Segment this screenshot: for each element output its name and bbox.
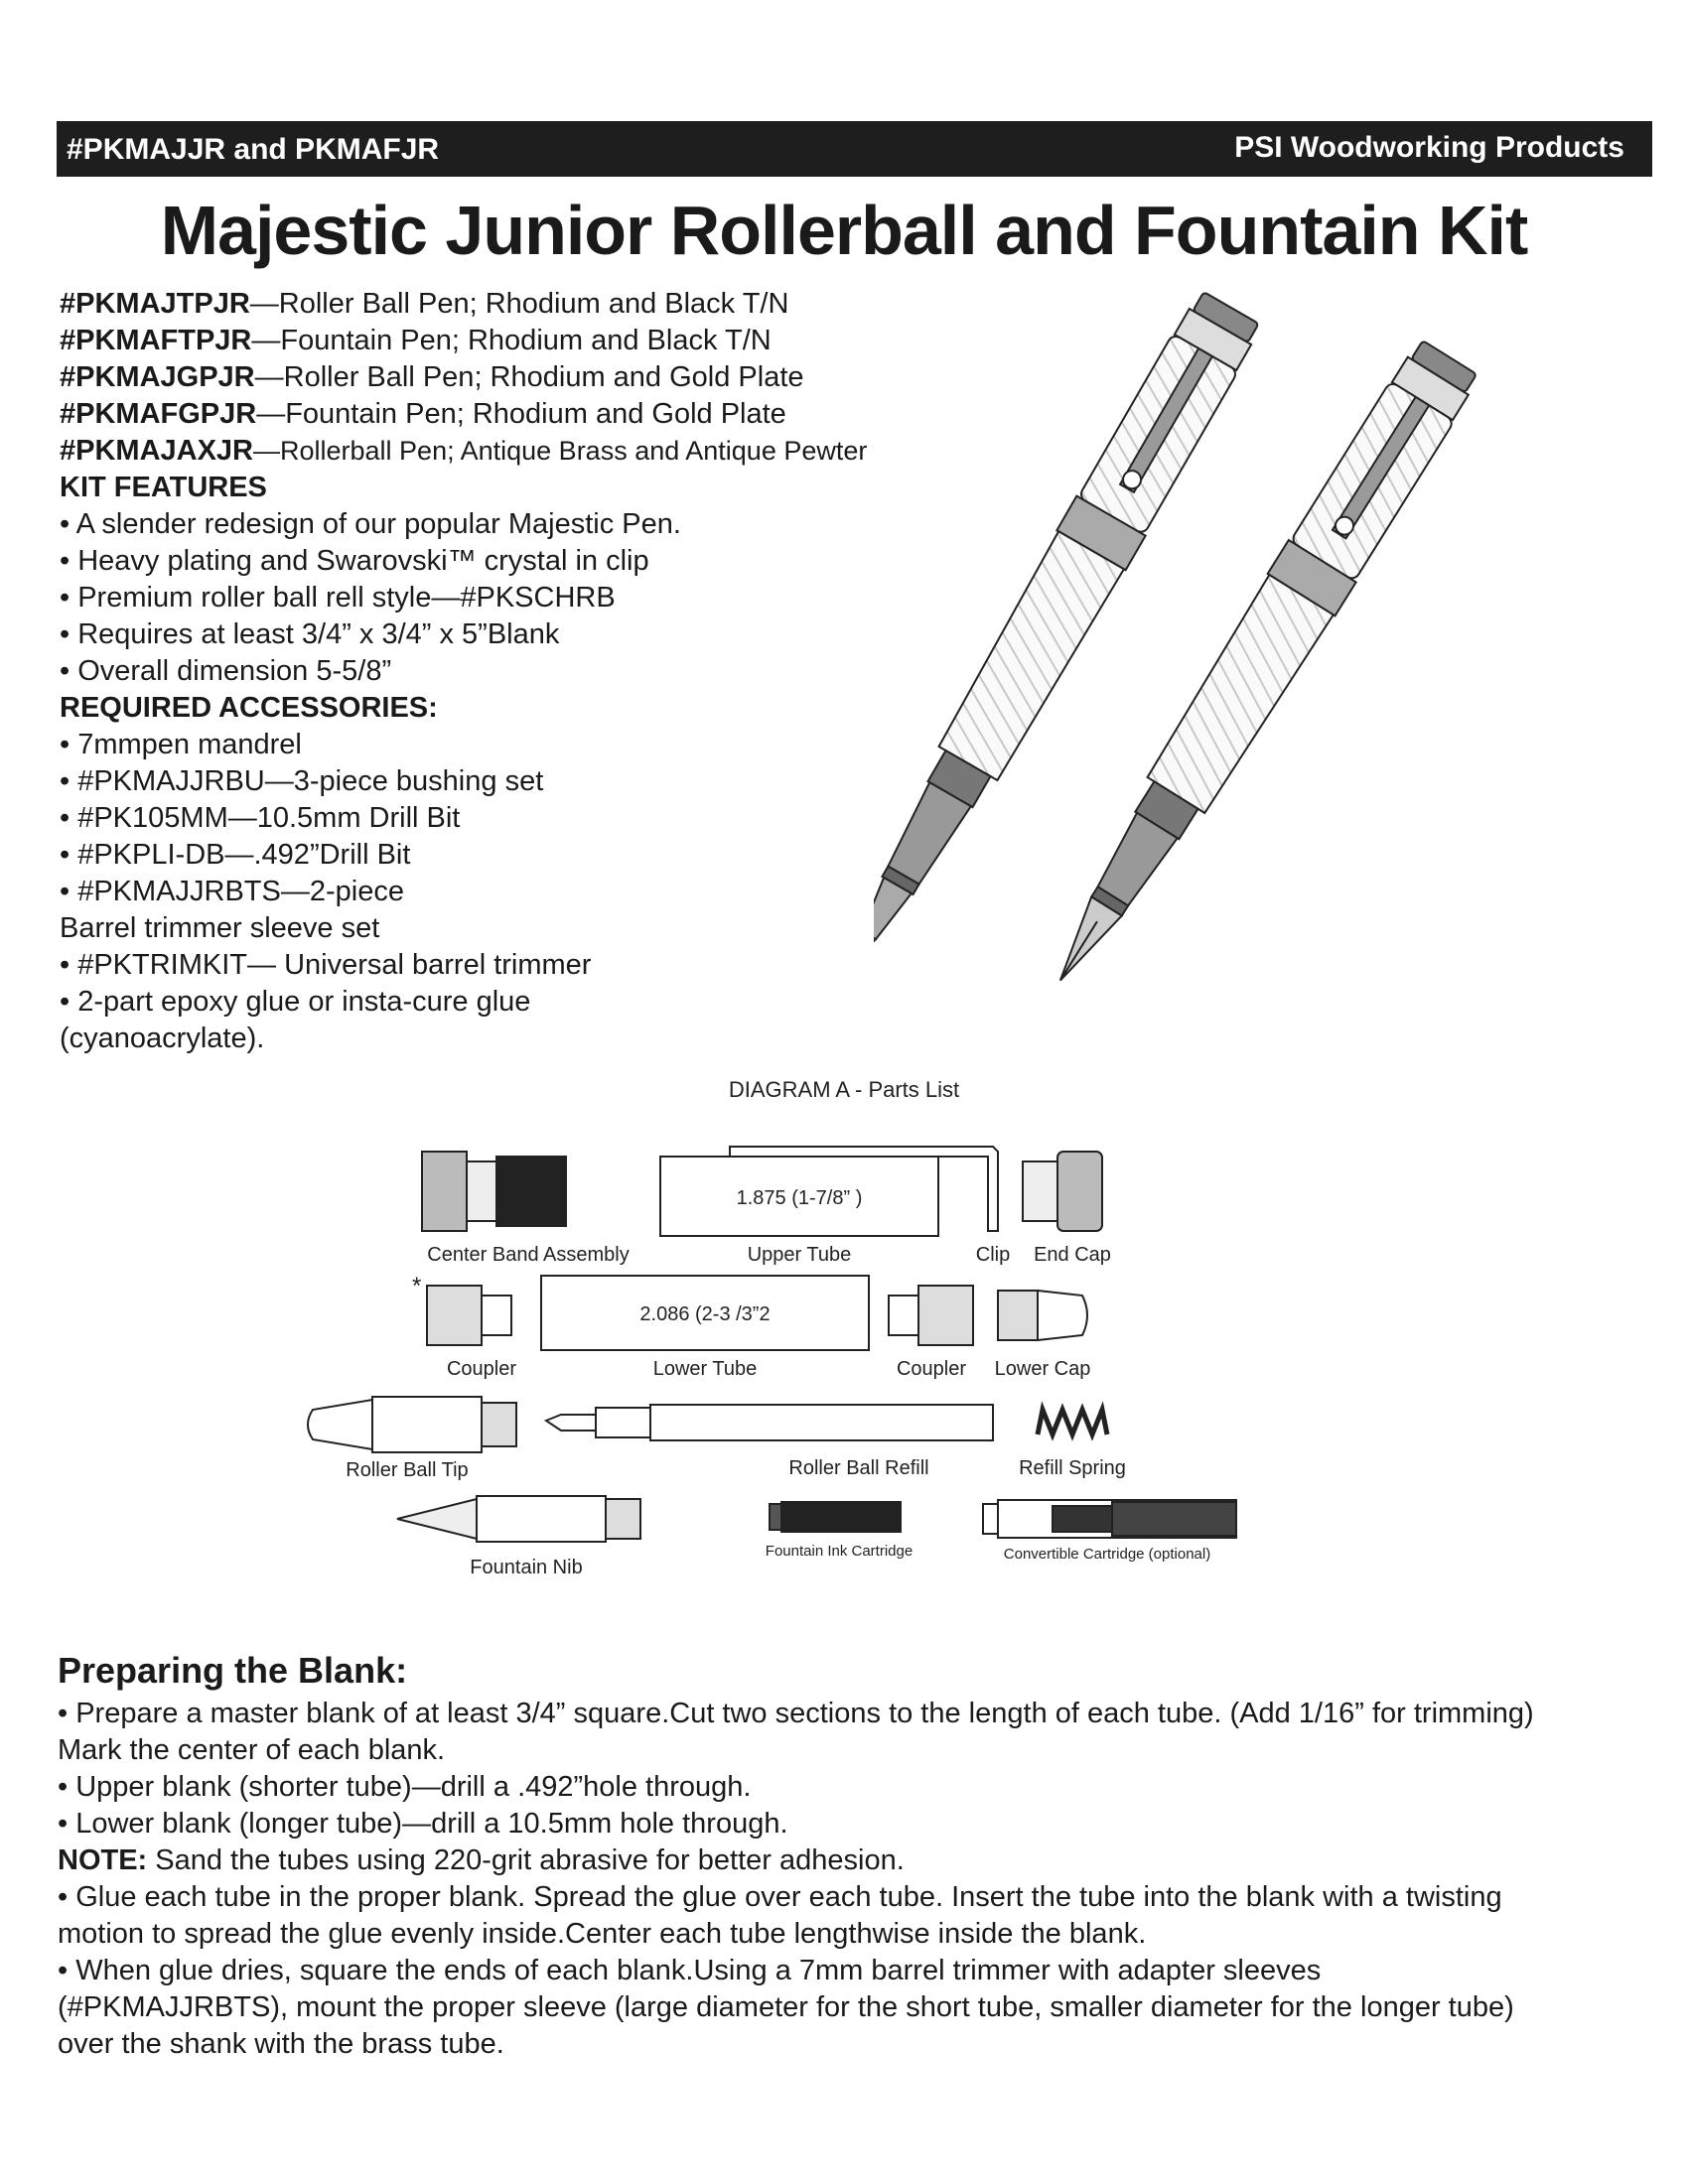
lower-tube-dimension: 2.086 (2-3 /3”2 (639, 1303, 771, 1325)
center-band-assembly-part (422, 1152, 566, 1231)
parts-diagram (298, 1077, 1390, 1593)
accessory-item: (cyanoacrylate). (60, 1023, 265, 1054)
label-fountain-nib: Fountain Nib (470, 1557, 583, 1578)
prep-line: • When glue dries, square the ends of each blank.Using a 7mm barrel trimmer with adapter sleeves (58, 1955, 1322, 1986)
ink-cartridge-part (770, 1502, 901, 1532)
prep-line: • Glue each tube in the proper blank. Spread the glue over each tube. Insert the tube into the blank with a twisting (58, 1881, 1502, 1913)
accessory-item: • 2-part epoxy glue or insta-cure glue (60, 986, 531, 1018)
sku-line: #PKMAJGPJR—Roller Ball Pen; Rhodium and Gold Plate (60, 361, 804, 393)
roller-ball-refill-part (546, 1405, 993, 1440)
prep-line: Mark the center of each blank. (58, 1734, 446, 1766)
fountain-nib-part (397, 1496, 640, 1542)
end-cap-part (1023, 1152, 1102, 1231)
accessory-item: • #PKMAJJRBTS—2-piece (60, 876, 404, 907)
label-lower-cap: Lower Cap (994, 1358, 1091, 1380)
label-lower-tube: Lower Tube (652, 1358, 758, 1380)
header-brand: PSI Woodworking Products (1234, 131, 1624, 164)
accessories-heading: REQUIRED ACCESSORIES: (60, 692, 438, 724)
upper-tube-dimension: 1.875 (1-7/8” ) (736, 1187, 863, 1209)
prep-heading: Preparing the Blank: (58, 1650, 408, 1691)
label-roller-tip: Roller Ball Tip (346, 1459, 469, 1481)
fountain-pen (1027, 337, 1483, 1002)
feature-item: • A slender redesign of our popular Majestic Pen. (60, 508, 681, 540)
feature-item: • Heavy plating and Swarovski™ crystal in clip (60, 545, 649, 577)
accessory-item: Barrel trimmer sleeve set (60, 912, 380, 944)
label-roller-refill: Roller Ball Refill (788, 1457, 929, 1479)
accessory-item: • #PKMAJJRBU—3-piece bushing set (60, 765, 544, 797)
header-sku: #PKMAJJR and PKMAFJR (67, 133, 440, 166)
page-title: Majestic Junior Rollerball and Fountain Kit (160, 192, 1528, 269)
convertible-cartridge-part (983, 1500, 1236, 1538)
prep-line: (#PKMAJJRBTS), mount the proper sleeve (large diameter for the short tube, smaller diameter for the longer tube) (58, 1991, 1514, 2023)
prep-line: • Lower blank (longer tube)—drill a 10.5mm hole through. (58, 1808, 788, 1840)
label-clip: Clip (975, 1244, 1011, 1266)
prep-line: motion to spread the glue evenly inside.Center each tube lengthwise inside the blank. (58, 1918, 1147, 1950)
feature-item: • Overall dimension 5-5/8” (60, 655, 392, 687)
label-end-cap: End Cap (1034, 1244, 1111, 1266)
features-heading: KIT FEATURES (60, 472, 267, 503)
label-center-band: Center Band Assembly (427, 1244, 630, 1266)
label-refill-spring: Refill Spring (1019, 1457, 1126, 1479)
feature-item: • Requires at least 3/4” x 3/4” x 5”Blank (60, 618, 560, 650)
label-ink-cartridge: Fountain Ink Cartridge (765, 1543, 914, 1560)
sku-line: #PKMAJAXJR—Rollerball Pen; Antique Brass and Antique Pewter (60, 435, 868, 467)
sku-line: #PKMAJTPJR—Roller Ball Pen; Rhodium and Black T/N (60, 288, 789, 320)
rollerball-pen (874, 288, 1266, 971)
header-bar (57, 121, 1652, 177)
prep-instructions (58, 1696, 1646, 2063)
coupler-left-part (427, 1286, 511, 1345)
diagram-title: DIAGRAM A - Parts List (728, 1077, 960, 1102)
accessory-item: • #PK105MM—10.5mm Drill Bit (60, 802, 461, 834)
accessory-item: • #PKTRIMKIT— Universal barrel trimmer (60, 949, 592, 981)
accessory-item: • #PKPLI-DB—.492”Drill Bit (60, 839, 411, 871)
coupler-right-part (889, 1286, 973, 1345)
feature-item: • Premium roller ball rell style—#PKSCHRB (60, 582, 616, 614)
lower-cap-part (998, 1291, 1087, 1340)
prep-line: • Prepare a master blank of at least 3/4” square.Cut two sections to the length of each tube. (Add 1/16” for trimming) (58, 1698, 1534, 1729)
kit-info (60, 286, 953, 1057)
prep-line: • Upper blank (shorter tube)—drill a .492”hole through. (58, 1771, 752, 1803)
label-coupler-left: Coupler (446, 1358, 517, 1380)
label-upper-tube: Upper Tube (747, 1244, 852, 1266)
sku-line: #PKMAFTPJR—Fountain Pen; Rhodium and Black T/N (60, 325, 772, 356)
sku-line: #PKMAFGPJR—Fountain Pen; Rhodium and Gold Plate (60, 398, 786, 430)
label-coupler-right: Coupler (896, 1358, 967, 1380)
asterisk-mark: * (412, 1273, 422, 1299)
accessory-item: • 7mmpen mandrel (60, 729, 302, 760)
refill-spring-part (1038, 1410, 1107, 1434)
roller-ball-tip-part (308, 1397, 516, 1452)
prep-line: over the shank with the brass tube. (58, 2028, 504, 2060)
label-convertible: Convertible Cartridge (optional) (1003, 1546, 1211, 1563)
note-line: NOTE: Sand the tubes using 220-grit abrasive for better adhesion. (58, 1844, 905, 1876)
pens-illustration (874, 268, 1648, 1052)
